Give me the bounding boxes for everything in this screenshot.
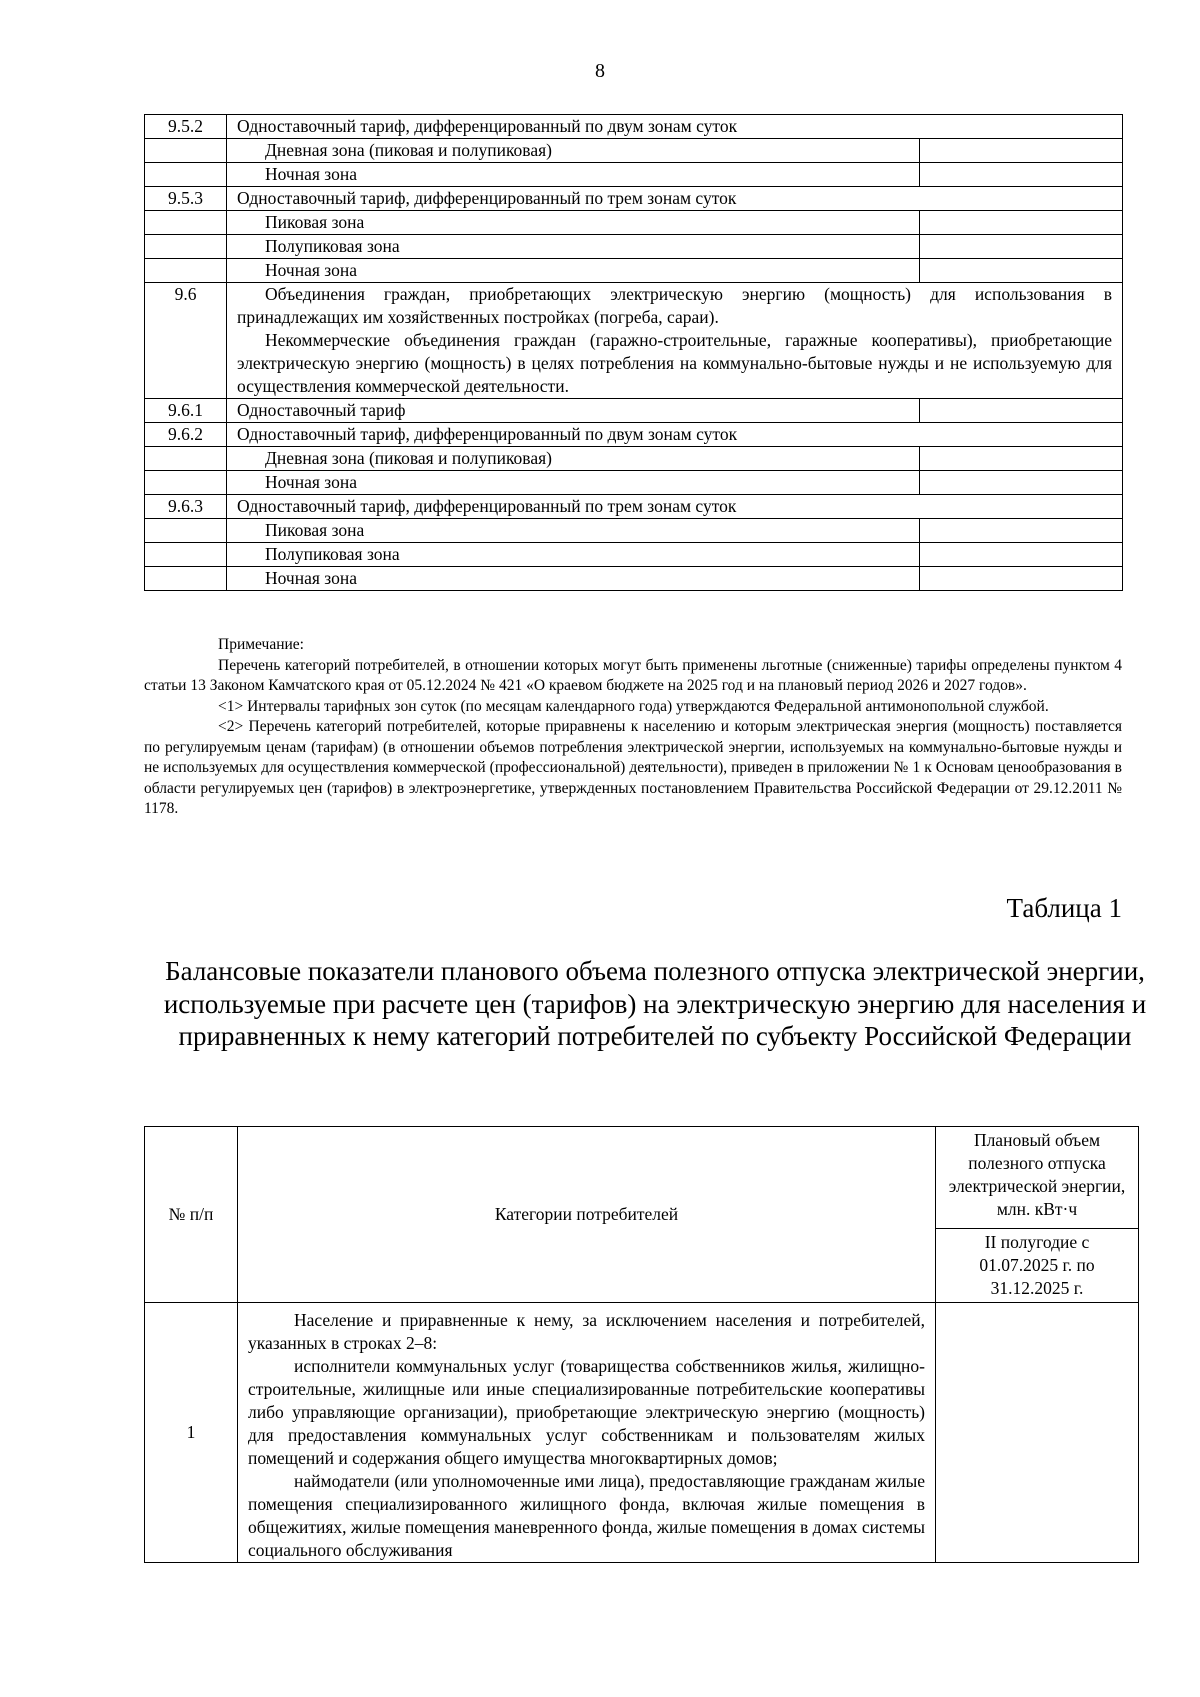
description-paragraph: Объединения граждан, приобретающих электрическую энергию (мощность) для использования в принадлежащих им хозяйственных постройках (погреба, сараи). — [237, 284, 1113, 327]
row-text: Пиковая зона — [227, 519, 920, 543]
row-text: Одноставочный тариф, дифференцированный по трем зонам суток — [227, 495, 1123, 519]
table-row — [145, 471, 1123, 495]
row-text: Одноставочный тариф, дифференцированный по трем зонам суток — [227, 187, 1123, 211]
row-text: Ночная зона — [227, 471, 920, 495]
row-number: 9.5.2 — [145, 115, 227, 139]
row-text: Полупиковая зона — [227, 543, 920, 567]
row-number — [145, 163, 227, 187]
note-paragraph: <1> Интервалы тарифных зон суток (по месяцам календарного года) утверждаются Федеральной антимонопольной службой. — [218, 697, 1049, 715]
table-row — [145, 187, 1123, 211]
row-text: Дневная зона (пиковая и полупиковая) — [227, 447, 920, 471]
note-paragraph: <2> Перечень категорий потребителей, которые приравнены к населению и которым электрическая энергия (мощность) поставляется по регулируемым ценам (тарифам) (в отношении объемов потребления электрической энергии, используемых на коммунально-бытовые нужды и не используемых для осуществления коммерческой (профессиональной) деятельности), приведен в приложении № 1 к Основам ценообразования в области регулируемых цен (тарифов) в электроэнергетике, утвержденных постановлением Правительства Российской Федерации от 29.12.2011 № 1178. — [144, 718, 1122, 817]
table-row — [145, 259, 1123, 283]
row-number: 9.6.1 — [145, 399, 227, 423]
table-row — [145, 1303, 1139, 1563]
row-number: 1 — [145, 1303, 238, 1563]
table-row — [145, 399, 1123, 423]
value-cell — [920, 235, 1123, 259]
row-number — [145, 567, 227, 591]
row-number — [145, 259, 227, 283]
row-text: Полупиковая зона — [227, 235, 920, 259]
table-row — [145, 235, 1123, 259]
table-row — [145, 519, 1123, 543]
value-cell — [920, 399, 1123, 423]
category-paragraph: Население и приравненные к нему, за исключением населения и потребителей, указанных в строках 2–8: — [248, 1310, 925, 1353]
table-row — [145, 567, 1123, 591]
header-num: № п/п — [145, 1127, 238, 1303]
table-row — [145, 423, 1123, 447]
category-paragraph: исполнители коммунальных услуг (товарищества собственников жилья, жилищно-строительные, жилищные или иные специализированные потребительские кооперативы либо управляющие организации), приобретающие электрическую энергию (мощность) для предоставления коммунальных услуг собственникам и пользователям жилых помещений и содержания общего имущества многоквартирных домов; — [248, 1356, 925, 1468]
note-section — [144, 635, 1122, 820]
value-cell — [920, 259, 1123, 283]
table-row — [145, 283, 1123, 399]
table-row — [145, 115, 1123, 139]
header-row — [145, 1127, 1139, 1229]
value-cell — [936, 1303, 1139, 1563]
row-text: Пиковая зона — [227, 211, 920, 235]
value-cell — [920, 567, 1123, 591]
value-cell — [920, 447, 1123, 471]
row-number — [145, 235, 227, 259]
row-text: Одноставочный тариф, дифференцированный по двум зонам суток — [227, 423, 1123, 447]
tariff-table — [144, 114, 1123, 591]
row-number — [145, 519, 227, 543]
value-cell — [920, 139, 1123, 163]
row-category-text — [238, 1303, 936, 1563]
row-number: 9.6 — [145, 283, 227, 399]
table-row — [145, 211, 1123, 235]
row-description — [227, 283, 1123, 399]
row-number: 9.6.3 — [145, 495, 227, 519]
row-text: Дневная зона (пиковая и полупиковая) — [227, 139, 920, 163]
note-paragraph: Перечень категорий потребителей, в отношении которых могут быть применены льготные (сниженные) тарифы определены пунктом 4 статьи 13 Законом Камчатского края от 05.12.2024 № 421 «О краевом бюджете на 2025 год и на плановый период 2026 и 2027 годов». — [144, 656, 1122, 694]
row-number — [145, 211, 227, 235]
table-row — [145, 139, 1123, 163]
row-text: Одноставочный тариф, дифференцированный по двум зонам суток — [227, 115, 1123, 139]
row-number — [145, 447, 227, 471]
value-cell — [920, 519, 1123, 543]
row-number — [145, 139, 227, 163]
row-number — [145, 471, 227, 495]
table-row — [145, 543, 1123, 567]
header-category: Категории потребителей — [238, 1127, 936, 1303]
row-text: Ночная зона — [227, 567, 920, 591]
header-volume: Плановый объем полезного отпуска электрической энергии, млн. кВт·ч — [936, 1127, 1139, 1229]
row-number — [145, 543, 227, 567]
row-text: Ночная зона — [227, 259, 920, 283]
row-number: 9.5.3 — [145, 187, 227, 211]
row-text: Одноставочный тариф — [227, 399, 920, 423]
table-row — [145, 163, 1123, 187]
row-number: 9.6.2 — [145, 423, 227, 447]
page-number: 8 — [595, 60, 605, 82]
value-cell — [920, 471, 1123, 495]
table-row — [145, 495, 1123, 519]
value-cell — [920, 543, 1123, 567]
row-text: Ночная зона — [227, 163, 920, 187]
header-period: II полугодие с 01.07.2025 г. по 31.12.2025 г. — [936, 1229, 1139, 1303]
value-cell — [920, 163, 1123, 187]
balance-table — [144, 1126, 1139, 1563]
note-heading: Примечание: — [218, 636, 304, 653]
category-paragraph: наймодатели (или уполномоченные ими лица), предоставляющие гражданам жилые помещения специализированного жилищного фонда, включая жилые помещения в общежитиях, жилые помещения маневренного фонда, жилые помещения в домах системы социального обслуживания — [248, 1471, 925, 1560]
table-row — [145, 447, 1123, 471]
description-paragraph: Некоммерческие объединения граждан (гаражно-строительные, гаражные кооперативы), приобретающие электрическую энергию (мощность) в целях потребления на коммунально-бытовые нужды и не используемую для осуществления коммерческой деятельности. — [237, 330, 1113, 396]
value-cell — [920, 211, 1123, 235]
table-label: Таблица 1 — [1006, 893, 1122, 923]
table-title: Балансовые показатели планового объема полезного отпуска электрической энергии, используемые при расчете цен (тарифов) на электрическую энергию для населения и приравненных к нему категорий потребителей по субъекту Российской Федерации — [163, 956, 1147, 1051]
